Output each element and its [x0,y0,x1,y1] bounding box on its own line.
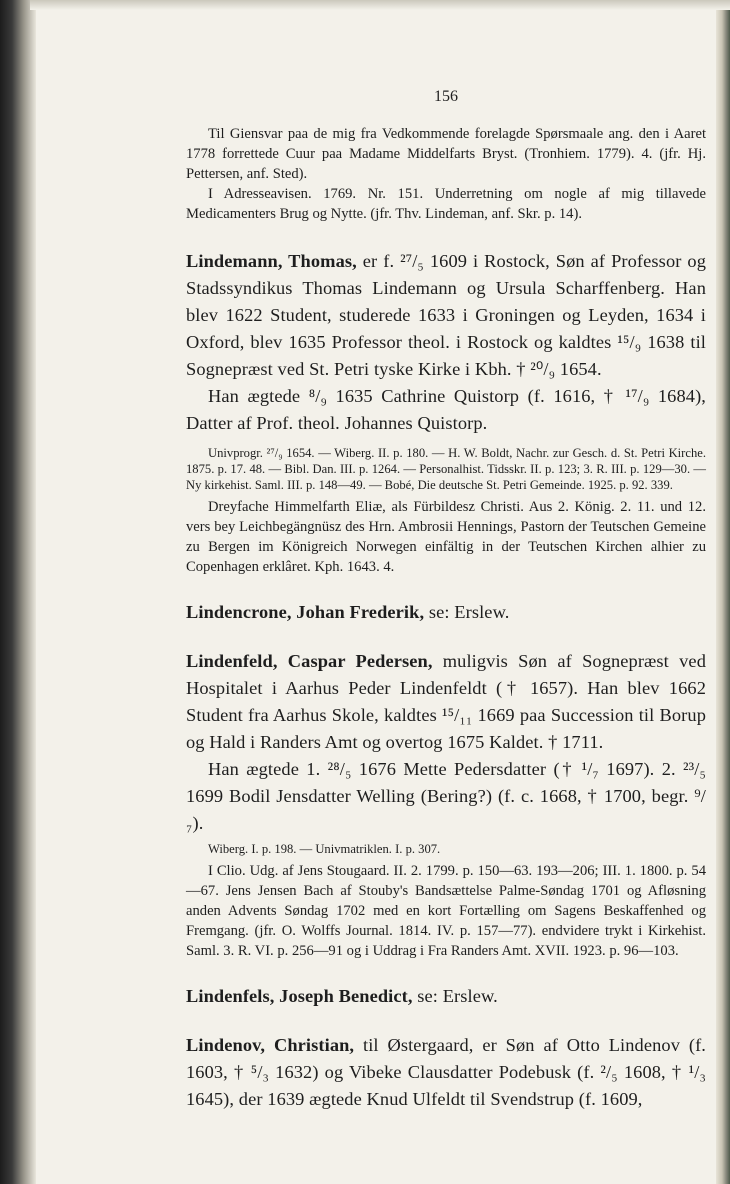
page-binding-shadow [0,0,36,1184]
entry-heading: Lindemann, Thomas, [186,251,357,271]
paragraph: Til Giensvar paa de mig fra Vedkommende forelagde Spørsmaale ang. den i Aaret 1778 forrettede Cuur paa Madame Middelfarts Bryst. (Tronhiem. 1779). 4. (jfr. Hj. Pettersen, anf. Sted). [186,126,706,182]
entry-marriage: Han ægtede ⁸/₉ 1635 Cathrine Quistorp (f. 1616, † ¹⁷/₉ 1684), Datter af Prof. theol. Johannes Quistorp. [186,386,706,433]
page-content [186,88,706,1113]
works: Dreyfache Himmelfarth Eliæ, als Fürbildesz Christi. Aus 2. König. 2. 11. und 12. vers bey Leichbegängnüsz des Hrn. Ambrosii Hennings, Pastorn der Teutschen Gemeine zu Bergen im Königreich Norwegen einfältig in der Teutschen Kirchen alhier zu Copenhagen erklâret. Kph. 1643. 4. [186,499,706,575]
entry-marriage: Han ægtede 1. ²⁸/₅ 1676 Mette Pedersdatter († ¹/₇ 1697). 2. ²³/₅ 1699 Bodil Jensdatter Welling (Bering?) (f. c. 1668, † 1700, begr. ⁹/₇). [186,759,706,833]
page-edge-right [716,0,730,1184]
entry-text: se: Erslew. [412,986,498,1006]
entry-lindenov [186,1032,706,1113]
entry-heading: Lindenfeld, Caspar Pedersen, [186,651,433,671]
entry-heading: Lindenov, Christian, [186,1035,355,1055]
works: I Clio. Udg. af Jens Stougaard. II. 2. 1799. p. 150—63. 193—206; III. 1. 1800. p. 54—67. Jens Jensen Bach af Stouby's Bandsættelse Palme-Søndag 1701 og Afløsning anden Advents Søndag 1702 med en kort Fortælling om Sagens Beskaffenhed og Fremgang. (jfr. O. Wolffs Journal. 1814. IV. p. 157—77). endvidere trykt i Kirkehist. Saml. 3. R. VI. p. 256—91 og i Uddrag i Fra Randers Amt. XVII. 1923. p. 96—103. [186,863,706,959]
entry-lindencrone [186,599,706,626]
entry-lindemann [186,248,706,383]
entry-text: til Østergaard, er Søn af Otto Lindenov (f. 1603, † ⁵/₃ 1632) og Vibeke Clausdatter Podebusk (f. ²/₅ 1608, † ¹/₃ 1645), der 1639 ægtede Knud Ulfeldt til Svendstrup (f. 1609, [186,1035,706,1109]
entry-lindenfeld [186,648,706,756]
entry-text: se: Erslew. [424,602,510,622]
references: Univprogr. ²⁷/₉ 1654. — Wiberg. II. p. 180. — H. W. Boldt, Nachr. zur Gesch. d. St. Petri Kirche. 1875. p. 17. 48. — Bibl. Dan. III. p. 1264. — Personalhist. Tidsskr. II. p. 123; 3. R. III. p. 129—30. — Ny kirkehist. Saml. III. p. 148—49. — Bobé, Die deutsche St. Petri Gemeinde. 1925. p. 92. 339. [186,446,706,492]
entry-heading: Lindenfels, Joseph Benedict, [186,986,413,1006]
page-edge-top [30,0,730,10]
entry-heading: Lindencrone, Johan Frederik, [186,602,425,622]
page-number: 156 [434,88,458,105]
references: Wiberg. I. p. 198. — Univmatriklen. I. p. 307. [208,842,441,856]
entry-text: muligvis Søn af Sognepræst ved Hospitalet i Aarhus Peder Lindenfeldt († 1657). Han blev 1662 Student fra Aarhus Skole, kaldtes ¹⁵/₁₁ 1669 paa Succession til Borup og Hald i Randers Amt og overtog 1675 Kaldet. † 1711. [186,651,706,752]
paragraph: I Adresseavisen. 1769. Nr. 151. Underretning om nogle af mig tillavede Medicamenters Brug og Nytte. (jfr. Thv. Lindeman, anf. Skr. p. 14). [186,186,706,222]
entry-lindenfels [186,983,706,1010]
entry-text: er f. ²⁷/₅ 1609 i Rostock, Søn af Professor og Stadssyndikus Thomas Lindemann og Ursula Scharffenberg. Han blev 1622 Student, studerede 1633 i Groningen og Leyden, 1634 i Oxford, blev 1635 Professor theol. i Rostock og kaldtes ¹⁵/₉ 1638 til Sognepræst ved St. Petri tyske Kirke i Kbh. † ²⁰/₉ 1654. [186,251,706,379]
